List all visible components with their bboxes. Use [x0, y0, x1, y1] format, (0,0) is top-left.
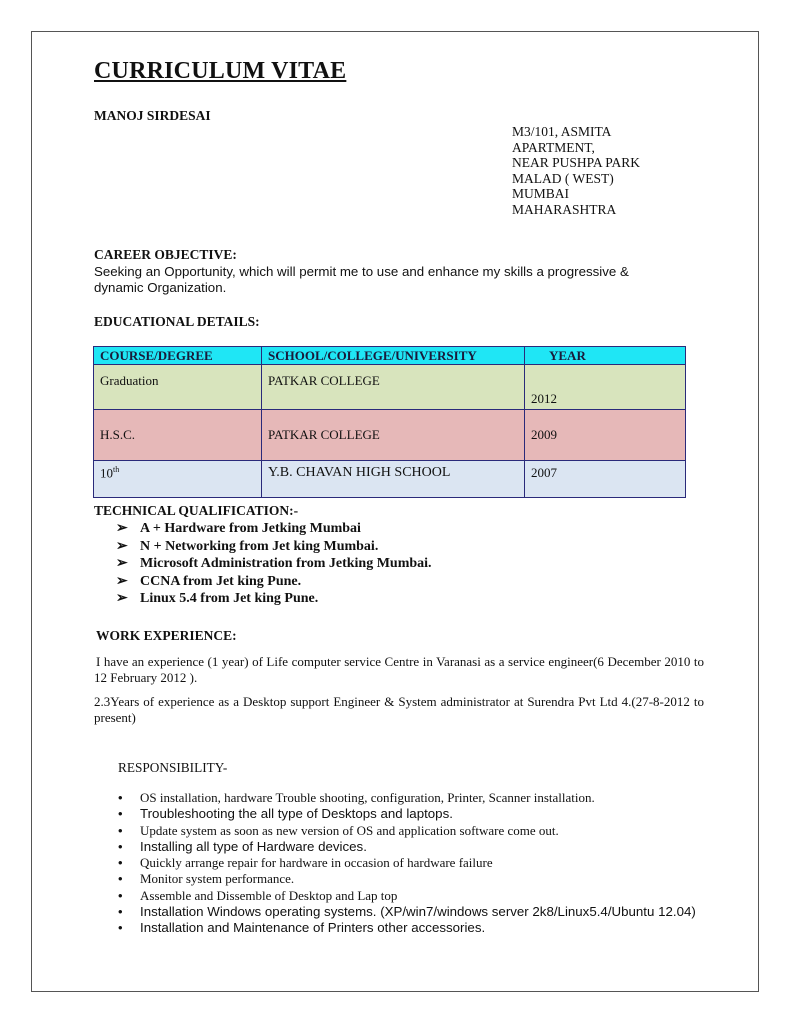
cell-school: Y.B. CHAVAN HIGH SCHOOL	[262, 461, 525, 498]
arrowhead-bullet-icon: ➢	[116, 538, 128, 554]
list-item	[118, 888, 718, 904]
column-header-school: SCHOOL/COLLEGE/UNIVERSITY	[262, 347, 525, 365]
list-item	[118, 823, 718, 839]
list-item-text: Installation and Maintenance of Printers other accessories.	[140, 920, 486, 936]
education-heading: EDUCATIONAL DETAILS:	[94, 314, 260, 329]
table-row	[94, 365, 686, 410]
list-item-text: Installation Windows operating systems. (XP/win7/windows server 2k8/Linux5.4/Ubuntu 12.04)	[140, 904, 696, 920]
list-item	[116, 520, 432, 538]
list-item-text: CCNA from Jet king Pune.	[140, 573, 302, 589]
objective-line: Seeking an Opportunity, which will permit me to use and enhance my skills a progressive &	[94, 264, 629, 279]
address-line: MAHARASHTRA	[512, 201, 617, 217]
address-line: MUMBAI	[512, 186, 570, 201]
list-item-text: Linux 5.4 from Jet king Pune.	[140, 591, 319, 606]
bullet-icon: •	[118, 887, 123, 903]
address-line: APARTMENT,	[512, 139, 595, 155]
bullet-icon: •	[118, 871, 123, 887]
bullet-icon: •	[118, 904, 123, 920]
list-item-text: Update system as soon as new version of OS and application software come out.	[140, 822, 559, 838]
arrowhead-bullet-icon: ➢	[116, 573, 128, 589]
list-item	[118, 790, 718, 806]
column-header-year: YEAR	[525, 347, 686, 365]
career-objective-heading: CAREER OBJECTIVE:	[94, 247, 237, 262]
arrowhead-bullet-icon: ➢	[116, 556, 128, 571]
list-item	[118, 920, 718, 936]
candidate-name: MANOJ SIRDESAI	[94, 108, 211, 123]
technical-list	[116, 520, 432, 608]
list-item-text: Microsoft Administration from Jetking Mumbai.	[140, 556, 432, 571]
column-header-course: COURSE/DEGREE	[94, 347, 262, 365]
list-item-text: Monitor system performance.	[140, 871, 295, 887]
work-experience-heading: WORK EXPERIENCE:	[96, 628, 237, 643]
course-text: 10	[100, 465, 113, 481]
list-item	[116, 555, 432, 573]
address-line: NEAR PUSHPA PARK	[512, 155, 641, 170]
cell-course	[94, 461, 262, 498]
career-objective-text	[94, 264, 694, 296]
responsibility-list	[118, 790, 718, 937]
responsibility-heading: RESPONSIBILITY-	[118, 760, 228, 775]
bullet-icon: •	[118, 806, 123, 822]
address-block	[512, 124, 640, 217]
technical-heading: TECHNICAL QUALIFICATION:-	[94, 503, 299, 518]
table-row	[94, 461, 686, 498]
arrowhead-bullet-icon: ➢	[116, 521, 128, 536]
education-table	[93, 346, 686, 498]
work-experience-para: I have an experience (1 year) of Life computer service Centre in Varanasi as a service engineer(6 December 2010 to 12 February 2012 ).	[94, 654, 704, 685]
bullet-icon: •	[118, 790, 123, 805]
cell-school: PATKAR COLLEGE	[262, 365, 525, 410]
work-experience-para: 2.3Years of experience as a Desktop support Engineer & System administrator at Surendra Pvt Ltd 4.(27-8-2012 to present)	[94, 694, 704, 725]
list-item	[116, 590, 432, 608]
bullet-icon: •	[118, 920, 123, 936]
list-item-text: Installing all type of Hardware devices.	[140, 838, 367, 854]
list-item	[118, 806, 718, 822]
objective-line: dynamic Organization.	[94, 280, 227, 295]
list-item-text: Troubleshooting the all type of Desktops and laptops.	[140, 806, 453, 822]
list-item-text: Assemble and Dissemble of Desktop and Lap top	[140, 887, 398, 903]
bullet-icon: •	[118, 822, 123, 838]
table-row	[94, 410, 686, 461]
address-line: MALAD ( WEST)	[512, 170, 614, 186]
list-item-text: N + Networking from Jet king Mumbai.	[140, 538, 379, 554]
bullet-icon: •	[118, 855, 123, 871]
bullet-icon: •	[118, 838, 123, 854]
table-header-row	[94, 347, 686, 365]
list-item	[116, 573, 432, 591]
cell-school: PATKAR COLLEGE	[262, 410, 525, 461]
list-item	[118, 839, 718, 855]
list-item	[118, 904, 718, 920]
course-superscript: th	[113, 465, 120, 474]
list-item	[118, 855, 718, 871]
cell-year: 2012	[525, 365, 686, 410]
arrowhead-bullet-icon: ➢	[116, 591, 128, 606]
cell-year: 2007	[525, 461, 686, 498]
cell-course: Graduation	[94, 365, 262, 410]
cell-year: 2009	[525, 410, 686, 461]
list-item-text: Quickly arrange repair for hardware in occasion of hardware failure	[140, 855, 493, 871]
list-item-text: A + Hardware from Jetking Mumbai	[140, 521, 361, 536]
document-title: CURRICULUM VITAE	[94, 58, 347, 84]
list-item	[116, 538, 432, 556]
address-line: M3/101, ASMITA	[512, 124, 612, 139]
cell-course: H.S.C.	[94, 410, 262, 461]
list-item	[118, 871, 718, 887]
list-item-text: OS installation, hardware Trouble shooting, configuration, Printer, Scanner installation.	[140, 790, 595, 805]
